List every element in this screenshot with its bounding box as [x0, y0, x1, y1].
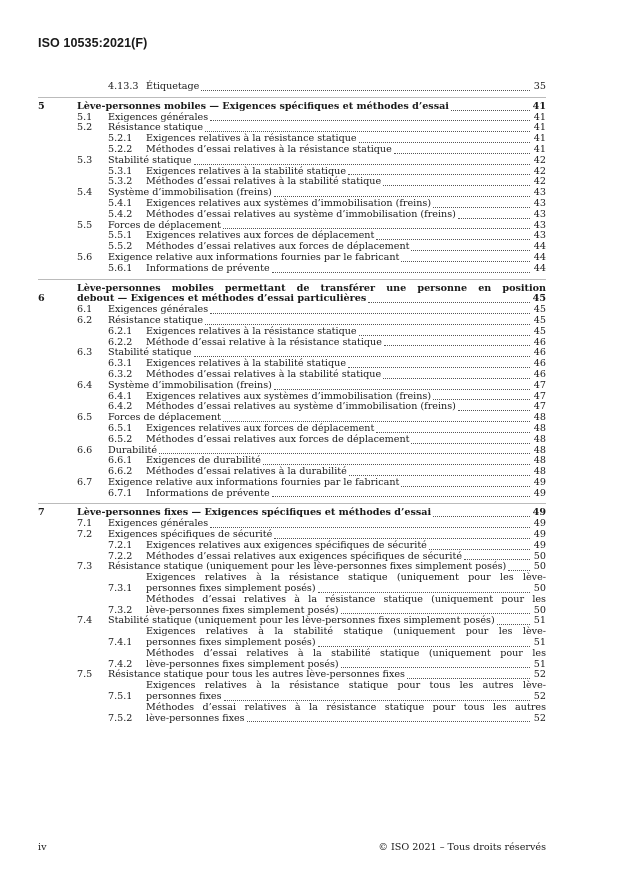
toc-leader-dots — [205, 323, 530, 325]
toc-entry[interactable] — [38, 264, 546, 275]
toc-entry-page: 49 — [532, 507, 546, 519]
toc-entry-page: 41 — [533, 111, 546, 123]
toc-entry[interactable] — [38, 595, 546, 617]
toc-entry-number: 5.2 — [77, 122, 93, 134]
toc-divider — [38, 97, 546, 98]
toc-entry-title: Méthodes d’essai relatives à la résistance statique — [146, 143, 392, 155]
toc-entry-page: 46 — [533, 358, 546, 370]
toc-entry-title-line: personnes fixes — [146, 691, 222, 703]
toc-entry-number: 6.2.2 — [108, 336, 133, 348]
toc-entry-title: Lève-personnes mobiles — Exigences spécifiques et méthodes d’essai — [77, 100, 449, 112]
toc-entry-title-line: Méthodes d’essai relatives à la résistance statique pour tous les autres — [146, 701, 546, 713]
toc-entry-title: Informations de prévente — [146, 487, 270, 499]
toc-entry-page: 51 — [533, 637, 546, 649]
toc-leader-dots — [383, 184, 530, 186]
toc-entry-title: Système d’immobilisation (freins) — [108, 379, 272, 391]
toc-entry-page: 45 — [533, 325, 546, 337]
toc-entry-page: 41 — [533, 143, 546, 155]
toc-entry-number: 5.6 — [77, 251, 93, 263]
toc-entry-number: 5.4.1 — [108, 197, 133, 209]
toc-entry-number: 6.4.1 — [108, 390, 133, 402]
toc-entry-title: Exigences relatives à la résistance statique — [146, 133, 357, 145]
toc-entry-page: 41 — [533, 122, 546, 134]
toc-leader-dots — [247, 720, 530, 722]
toc-entry-title: Exigences de durabilité — [146, 455, 261, 467]
toc-leader-dots — [201, 89, 530, 91]
toc-entry-title: Méthodes d’essai relatives à la stabilité statique — [146, 176, 382, 188]
toc-entry-page: 42 — [533, 154, 546, 166]
toc-entry-page: 45 — [533, 314, 546, 326]
toc-entry-title: Méthodes d’essai relatives au système d’immobilisation (freins) — [146, 208, 456, 220]
toc-entry-title: Exigences générales — [108, 111, 209, 123]
toc-entry-title-line: lève-personnes fixes simplement posés) — [146, 658, 339, 670]
toc-entry-page: 43 — [533, 187, 546, 199]
toc-leader-dots — [401, 485, 530, 487]
toc-entry-page: 50 — [533, 550, 546, 562]
toc-leader-dots — [508, 569, 530, 571]
toc-entry-page: 48 — [533, 422, 546, 434]
toc-entry[interactable] — [38, 649, 546, 671]
toc-divider — [38, 279, 546, 280]
toc-entry-number: 6.5.2 — [108, 433, 133, 445]
toc-entry-title: Méthodes d’essai relatives aux forces de déplacement — [146, 433, 410, 445]
toc-leader-dots — [159, 452, 530, 454]
toc-leader-dots — [359, 141, 530, 143]
toc-entry[interactable] — [38, 435, 546, 446]
toc-entry-number: 6.2.1 — [108, 325, 133, 337]
toc-entry-page: 43 — [533, 230, 546, 242]
toc-entry-page: 48 — [533, 412, 546, 424]
toc-entry-title: Exigences générales — [108, 304, 209, 316]
toc-entry[interactable] — [38, 681, 546, 703]
toc-entry-number: 6.3.2 — [108, 368, 133, 380]
toc-entry-page: 43 — [533, 219, 546, 231]
toc-entry-page: 47 — [533, 379, 546, 391]
toc-leader-dots — [348, 173, 530, 175]
toc-entry-page: 44 — [533, 251, 546, 263]
toc-entry-title: Forces de déplacement — [108, 219, 221, 231]
toc-entry-title-line: personnes fixes simplement posés) — [146, 583, 316, 595]
toc-entry-page: 50 — [533, 583, 546, 595]
footer-page-number: iv — [38, 842, 47, 853]
toc-entry-page: 42 — [533, 176, 546, 188]
toc-entry-number: 7.2 — [77, 529, 93, 541]
toc-entry-number: 7.2.2 — [108, 550, 133, 562]
toc-entry-page: 48 — [533, 455, 546, 467]
toc-entry-title: Durabilité — [108, 444, 158, 456]
toc-leader-dots — [368, 301, 530, 303]
toc-entry-page: 46 — [533, 347, 546, 359]
toc-entry-title: Exigences relatives aux systèmes d’immobilisation (freins) — [146, 390, 432, 402]
toc-entry-number: 5.3 — [77, 154, 93, 166]
toc-entry-title: Exigences relatives aux forces de déplacement — [146, 230, 375, 242]
toc-entry-number: 6.2 — [77, 314, 93, 326]
toc-entry-number: 5.3.2 — [108, 176, 133, 188]
toc-entry-page: 47 — [533, 401, 546, 413]
toc-leader-dots — [223, 227, 530, 229]
toc-entry-page: 50 — [533, 604, 546, 616]
toc-leader-dots — [433, 515, 530, 517]
toc-entry-page: 46 — [533, 368, 546, 380]
toc-entry-number: 7.4.1 — [108, 637, 133, 649]
toc-entry-number: 7.4 — [77, 615, 93, 627]
toc-entry-page: 49 — [533, 487, 546, 499]
toc-entry-title: Forces de déplacement — [108, 412, 221, 424]
toc-entry-page: 42 — [533, 165, 546, 177]
toc-section-gap — [38, 503, 546, 504]
toc-entry[interactable] — [38, 627, 546, 649]
toc-entry-title-line: Exigences relatives à la résistance statique pour tous les autres lève- — [146, 680, 546, 692]
toc-entry-page: 45 — [532, 293, 546, 305]
toc-entry-title: Stabilité statique — [108, 154, 192, 166]
toc-entry-number: 5.3.1 — [108, 165, 133, 177]
toc-entry-number: 7.2.1 — [108, 539, 133, 551]
toc-entry-title: Exigences relatives aux exigences spécifiques de sécurité — [146, 539, 427, 551]
toc-entry-number: 6.6 — [77, 444, 93, 456]
toc-entry-page: 46 — [533, 336, 546, 348]
toc-leader-dots — [272, 271, 530, 273]
toc-entry[interactable] — [38, 381, 546, 392]
toc-leader-dots — [274, 388, 530, 390]
toc-section-gap — [38, 97, 546, 98]
toc-entry-number: 6.3.1 — [108, 358, 133, 370]
toc-entry-page: 44 — [533, 241, 546, 253]
toc-entry-page: 35 — [533, 81, 546, 92]
toc-entry-title: Résistance statique pour tous les autres lève-personnes fixes — [108, 669, 405, 681]
toc-entry-number: 6.1 — [77, 304, 93, 316]
toc-entry-page: 43 — [533, 208, 546, 220]
toc-entry-title: Méthodes d’essai relatives à la durabilité — [146, 466, 347, 478]
toc-entry-title: Méthode d’essai relative à la résistance statique — [146, 336, 382, 348]
toc-leader-dots — [210, 312, 530, 314]
toc-entry[interactable] — [38, 703, 546, 725]
toc-entry[interactable] — [38, 284, 546, 306]
toc-entry-title-line: Exigences relatives à la résistance statique (uniquement pour les lève- — [146, 572, 546, 584]
toc-leader-dots — [274, 195, 530, 197]
toc-entry-number: 5.6.1 — [108, 262, 133, 274]
toc-entry-page: 49 — [533, 539, 546, 551]
toc-entry-number: 7.3.2 — [108, 604, 133, 616]
toc-entry-page: 41 — [533, 133, 546, 145]
toc-entry-number: 6.3 — [77, 347, 93, 359]
toc-entry[interactable] — [38, 327, 546, 338]
toc-entry-title: Exigences relatives à la stabilité statique — [146, 165, 347, 177]
toc-entry-number: 6.4 — [77, 379, 93, 391]
toc-entry-title: Exigences relatives aux systèmes d’immobilisation (freins) — [146, 197, 432, 209]
footer-copyright: © ISO 2021 – Tous droits réservés — [378, 842, 546, 853]
toc-entry-number: 5.5 — [77, 219, 93, 231]
toc-entry[interactable] — [38, 573, 546, 595]
toc-entry-title-line: Exigences relatives à la stabilité statique (uniquement pour les lève- — [146, 626, 546, 638]
toc-entry-page: 52 — [533, 712, 546, 724]
toc-leader-dots — [383, 377, 530, 379]
toc-section-gap — [38, 279, 546, 280]
toc-entry-number: 7.5 — [77, 669, 93, 681]
toc-entry-number: 5.1 — [77, 111, 93, 123]
toc-leader-dots — [458, 217, 530, 219]
toc-entry-title: Informations de prévente — [146, 262, 270, 274]
toc-entry-page: 51 — [533, 615, 546, 627]
toc-leader-dots — [394, 152, 530, 154]
toc-entry-number: 5.4.2 — [108, 208, 133, 220]
toc-leader-dots — [348, 366, 530, 368]
toc-divider — [38, 503, 546, 504]
toc-entry-page: 41 — [532, 100, 546, 112]
toc-entry-number: 6.5.1 — [108, 422, 133, 434]
toc-entry-number: 6 — [38, 293, 45, 305]
toc-entry-number: 7.5.2 — [108, 712, 133, 724]
toc-leader-dots — [458, 409, 530, 411]
toc-leader-dots — [497, 623, 530, 625]
toc-entry-page: 45 — [533, 304, 546, 316]
toc-entry-number: 6.4.2 — [108, 401, 133, 413]
toc-leader-dots — [384, 344, 530, 346]
toc-entry-number: 7.1 — [77, 518, 93, 530]
toc-entry-number: 5.2.2 — [108, 143, 133, 155]
toc-leader-dots — [205, 130, 530, 132]
toc-entry-title-line: Méthodes d’essai relatives à la stabilité statique (uniquement pour les — [146, 647, 546, 659]
toc-entry-title: Résistance statique — [108, 314, 204, 326]
toc-leader-dots — [318, 645, 530, 647]
toc-entry-number: 7.5.1 — [108, 691, 133, 703]
toc-entry-title-line: Méthodes d’essai relatives à la résistance statique (uniquement pour les — [146, 593, 546, 605]
toc-leader-dots — [433, 206, 530, 208]
toc-leader-dots — [263, 463, 530, 465]
toc-entry[interactable] — [38, 156, 546, 167]
toc-entry-page: 48 — [533, 444, 546, 456]
toc-leader-dots — [210, 526, 530, 528]
toc-entry-page: 49 — [533, 476, 546, 488]
toc-entry-title: Exigence relative aux informations fournies par le fabricant — [108, 476, 400, 488]
toc-leader-dots — [272, 495, 530, 497]
toc-entry-title: Système d’immobilisation (freins) — [108, 187, 272, 199]
toc-entry-number: 6.7 — [77, 476, 93, 488]
toc-entry-title-line: personnes fixes simplement posés) — [146, 637, 316, 649]
toc-entry-number: 7 — [38, 507, 45, 519]
toc-leader-dots — [411, 442, 530, 444]
toc-entry-page: 43 — [533, 197, 546, 209]
toc-leader-dots — [274, 537, 530, 539]
toc-entry-title: Exigences relatives à la résistance statique — [146, 325, 357, 337]
toc-entry-number: 7.4.2 — [108, 658, 133, 670]
toc-entry-title: Exigences relatives aux forces de déplacement — [146, 422, 375, 434]
toc-entry[interactable] — [38, 489, 546, 500]
toc-entry-number: 6.7.1 — [108, 487, 133, 499]
table-of-contents — [38, 82, 546, 724]
toc-entry-title-line: lève-personnes fixes — [146, 712, 245, 724]
toc-entry-number: 4.13.3 — [108, 81, 139, 92]
toc-entry-title: Étiquetage — [146, 81, 200, 92]
toc-leader-dots — [210, 119, 530, 121]
toc-entry-number: 5.4 — [77, 187, 93, 199]
toc-leader-dots — [401, 260, 530, 262]
toc-entry-title: Lève-personnes fixes — Exigences spécifiques et méthodes d’essai — [77, 507, 432, 519]
toc-entry-number: 7.3 — [77, 561, 93, 573]
toc-entry[interactable] — [38, 210, 546, 221]
toc-leader-dots — [341, 666, 530, 668]
toc-entry-page: 48 — [533, 466, 546, 478]
toc-leader-dots — [376, 431, 530, 433]
toc-leader-dots — [433, 398, 530, 400]
toc-entry-title: Exigence relative aux informations fournies par le fabricant — [108, 251, 400, 263]
toc-entry-title: Exigences spécifiques de sécurité — [108, 529, 273, 541]
toc-entry-page: 49 — [533, 529, 546, 541]
toc-leader-dots — [341, 612, 530, 614]
toc-entry-number: 5.2.1 — [108, 133, 133, 145]
toc-entry-title: Exigences générales — [108, 518, 209, 530]
toc-entry[interactable] — [38, 102, 546, 113]
toc-entry-title: Stabilité statique — [108, 347, 192, 359]
toc-leader-dots — [464, 558, 530, 560]
toc-entry-number: 7.3.1 — [108, 583, 133, 595]
toc-entry-page: 51 — [533, 658, 546, 670]
toc-entry-title: Méthodes d’essai relatives au système d’immobilisation (freins) — [146, 401, 456, 413]
toc-entry-title: Méthodes d’essai relatives à la stabilité statique — [146, 368, 382, 380]
toc-leader-dots — [194, 355, 531, 357]
toc-leader-dots — [224, 699, 530, 701]
toc-entry-number: 6.6.1 — [108, 455, 133, 467]
toc-leader-dots — [194, 163, 531, 165]
toc-leader-dots — [349, 474, 530, 476]
toc-entry-title-line: debout — Exigences et méthodes d’essai particulières — [77, 293, 367, 305]
toc-entry-number: 6.5 — [77, 412, 93, 424]
toc-entry-title-line: Lève-personnes mobiles permettant de transférer une personne en position — [77, 282, 546, 294]
page-header: ISO 10535:2021(F) — [38, 36, 148, 50]
toc-leader-dots — [407, 677, 530, 679]
toc-entry-title: Résistance statique (uniquement pour les lève-personnes fixes simplement posés) — [108, 561, 507, 573]
toc-leader-dots — [429, 548, 530, 550]
toc-entry-page: 50 — [533, 561, 546, 573]
toc-leader-dots — [318, 591, 530, 593]
toc-entry-page: 52 — [533, 669, 546, 681]
toc-leader-dots — [376, 238, 530, 240]
toc-entry-title: Résistance statique — [108, 122, 204, 134]
toc-entry-title: Méthodes d’essai relatives aux forces de déplacement — [146, 241, 410, 253]
toc-entry-number: 5 — [38, 100, 45, 112]
toc-entry-title: Exigences relatives à la stabilité statique — [146, 358, 347, 370]
toc-entry-page: 44 — [533, 262, 546, 274]
toc-entry[interactable] — [38, 82, 546, 93]
toc-entry-page: 48 — [533, 433, 546, 445]
toc-entry-page: 49 — [533, 518, 546, 530]
toc-leader-dots — [451, 109, 530, 111]
toc-entry-number: 6.6.2 — [108, 466, 133, 478]
toc-entry-title-line: lève-personnes fixes simplement posés) — [146, 604, 339, 616]
toc-leader-dots — [223, 420, 530, 422]
toc-entry-number: 5.5.1 — [108, 230, 133, 242]
toc-entry-title: Méthodes d’essai relatives aux exigences spécifiques de sécurité — [146, 550, 462, 562]
toc-entry-number: 5.5.2 — [108, 241, 133, 253]
toc-entry-page: 52 — [533, 691, 546, 703]
toc-leader-dots — [359, 334, 530, 336]
toc-entry-title: Stabilité statique (uniquement pour les lève-personnes fixes simplement posés) — [108, 615, 495, 627]
toc-entry-page: 47 — [533, 390, 546, 402]
toc-leader-dots — [411, 249, 530, 251]
